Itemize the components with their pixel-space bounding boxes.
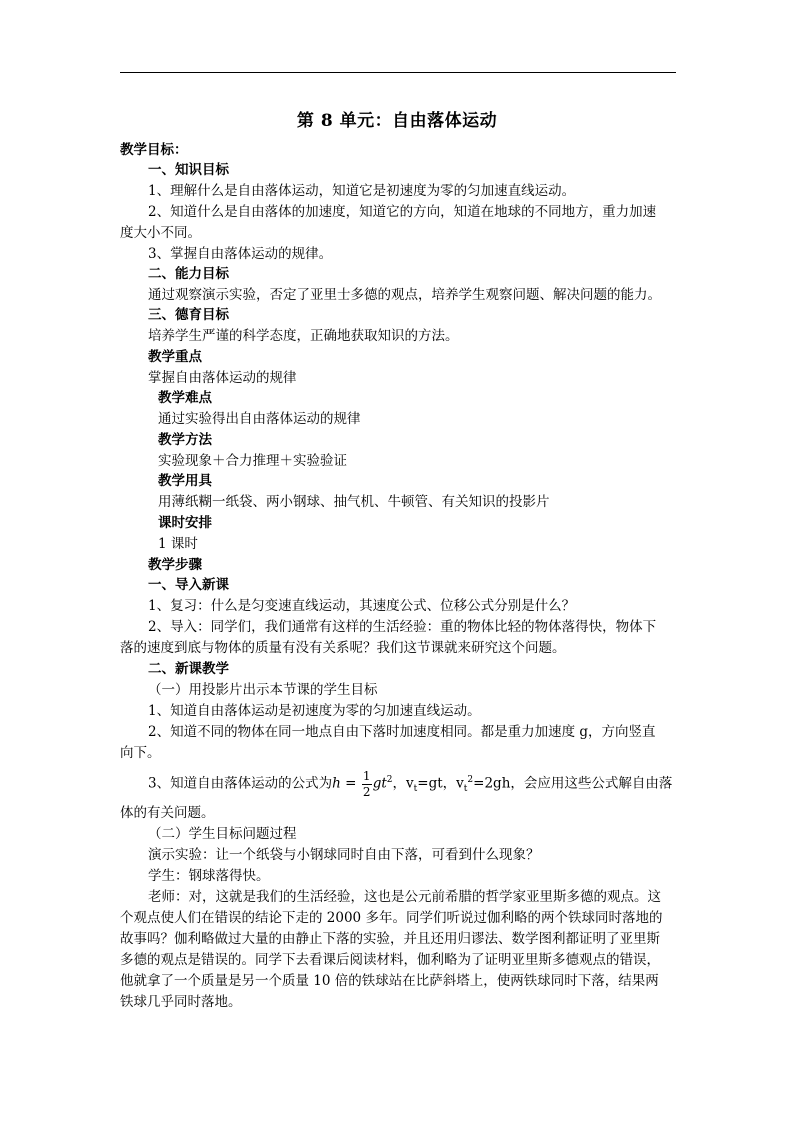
paragraph-line: 培养学生严谨的科学态度，正确地获取知识的方法。	[148, 328, 459, 344]
paragraph-line: 度大小不同。	[120, 225, 201, 241]
paragraph-line: 老师：对，这就是我们的生活经验，这也是公元前希腊的哲学家亚里斯多德的观点。这	[148, 889, 661, 905]
paragraph-line: 落的速度到底与物体的质量有没有关系呢？我们这节课就来研究这个问题。	[120, 640, 566, 656]
paragraph-line: 2、知道不同的物体在同一地点自由下落时加速度相同。都是重力加速度 g，方向竖直	[148, 724, 656, 740]
formula-exponent: 2	[467, 775, 474, 785]
subheading-teaching-steps: 教学步骤	[148, 557, 202, 573]
paragraph-line: 1、知道自由落体运动是初速度为零的匀加速直线运动。	[148, 703, 481, 719]
subheading-teaching-tools: 教学用具	[158, 473, 212, 489]
paragraph-line: 通过实验得出自由落体运动的规律	[158, 411, 361, 427]
formula-subscript-t: t	[463, 784, 468, 795]
paragraph-line: 实验现象＋合力推理＋实验验证	[158, 453, 347, 469]
paragraph-line: （二）学生目标问题过程	[148, 826, 297, 842]
subheading-introduction: 一、导入新课	[148, 577, 229, 593]
formula-text: =2gh，会应用这些公式解自由落	[473, 775, 673, 792]
subheading-moral-goals: 三、德育目标	[148, 307, 229, 323]
document-title: 第 8 单元：自由落体运动	[296, 111, 498, 131]
subheading-new-lesson: 二、新课教学	[148, 661, 229, 677]
formula-gt: gt	[372, 775, 387, 792]
paragraph-line: 通过观察演示实验，否定了亚里士多德的观点，培养学生观察问题、解决问题的能力。	[148, 287, 661, 303]
subheading-difficulties: 教学难点	[158, 390, 212, 406]
paragraph-line: 向下。	[120, 745, 161, 761]
formula-exponent: 2	[386, 775, 393, 785]
paragraph-line: 演示实验：让一个纸袋与小钢球同时自由下落，可看到什么现象？	[148, 847, 540, 863]
paragraph-line: 1、复习：什么是匀变速直线运动，其速度公式、位移公式分别是什么？	[148, 598, 576, 614]
paragraph-line: 学生：钢球落得快。	[148, 868, 270, 884]
formula-equals: =	[340, 775, 361, 792]
paragraph-line: 2、导入：同学们，我们通常有这样的生活经验：重的物体比轻的物体落得快，物体下	[148, 619, 657, 635]
formula-text: ，v	[392, 775, 414, 792]
subheading-knowledge-goals: 一、知识目标	[148, 162, 229, 178]
header-rule	[120, 72, 676, 73]
formula-fraction	[362, 770, 372, 799]
paragraph-line: 铁球几乎同时落地。	[120, 994, 242, 1010]
formula-variable-h: h	[332, 775, 341, 792]
paragraph-line: 3、掌握自由落体运动的规律。	[148, 246, 333, 262]
formula-line	[148, 765, 672, 804]
paragraph-line: 个观点使人们在错误的结论下走的 2000 多年。同学们听说过伽利略的两个铁球同时落地的	[120, 910, 663, 926]
paragraph-line: 故事吗？伽利略做过大量的由静止下落的实验，并且还用归谬法、数学图利都证明了亚里斯	[120, 931, 660, 947]
formula-text: =gt，v	[417, 775, 464, 792]
paragraph-line: 掌握自由落体运动的规律	[148, 370, 297, 386]
paragraph-line: 1、理解什么是自由落体运动，知道它是初速度为零的匀加速直线运动。	[148, 183, 576, 199]
paragraph-line: 他就拿了一个质量是另一个质量 10 倍的铁球站在比萨斜塔上，使两铁球同时下落，结果两	[120, 973, 659, 989]
paragraph-line: 体的有关问题。	[120, 805, 215, 821]
fraction-numerator: 1	[362, 768, 371, 783]
fraction-denominator: 2	[362, 784, 371, 799]
formula-subscript-t: t	[413, 784, 418, 795]
subheading-class-hours: 课时安排	[158, 515, 212, 531]
formula-intro-text: 3、知道自由落体运动的公式为	[148, 775, 333, 792]
paragraph-line: 2、知道什么是自由落体的加速度，知道它的方向，知道在地球的不同地方，重力加速	[148, 204, 657, 220]
subheading-ability-goals: 二、能力目标	[148, 266, 229, 282]
paragraph-line: （一）用投影片出示本节课的学生目标	[148, 682, 378, 698]
subheading-teaching-methods: 教学方法	[158, 432, 212, 448]
paragraph-line: 多德的观点是错误的。同学下去看课后阅读材料，伽利略为了证明亚里斯多德观点的错误，	[120, 952, 660, 968]
section-heading-teaching-goals: 教学目标：	[120, 142, 188, 158]
paragraph-line: 1 课时	[158, 536, 198, 552]
subheading-key-points: 教学重点	[148, 349, 202, 365]
paragraph-line: 用薄纸糊一纸袋、两小钢球、抽气机、牛顿管、有关知识的投影片	[158, 494, 550, 510]
